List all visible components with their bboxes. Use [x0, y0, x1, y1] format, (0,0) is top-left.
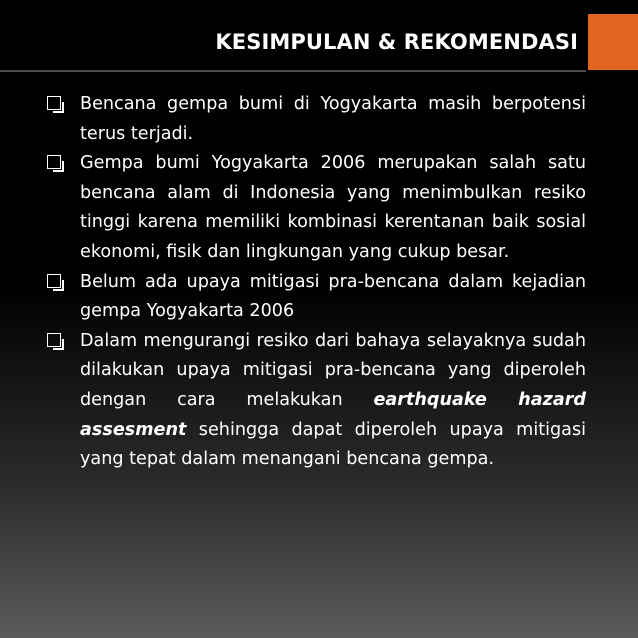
list-item-text: sehingga dapat diperoleh upaya mitigasi yang tepat dalam menangani bencana gempa.	[80, 419, 586, 470]
slide-title: KESIMPULAN & REKOMENDASI	[215, 30, 578, 54]
list-item	[44, 149, 586, 267]
list-item-text: Bencana gempa bumi di Yogyakarta masih berpotensi terus terjadi.	[80, 94, 586, 144]
accent-block	[588, 14, 638, 70]
title-bar	[0, 14, 586, 70]
list-item	[44, 90, 586, 149]
list-item	[44, 268, 586, 327]
checkbox-square-icon	[47, 96, 61, 110]
checkbox-square-icon	[47, 155, 61, 169]
checkbox-square-icon	[47, 274, 61, 288]
list-item-text: Dalam mengurangi resiko dari bahaya selayaknya sudah dilakukan upaya mitigasi pra-bencana yang diperoleh dengan cara melakukan	[80, 330, 586, 410]
list-item-text: Gempa bumi Yogyakarta 2006 merupakan salah satu bencana alam di Indonesia yang menimbulkan resiko tinggi karena memiliki kombinasi kerentanan baik sosial ekonomi, fisik dan lingkungan yang cukup besar.	[80, 153, 586, 262]
bullet-list	[44, 90, 586, 475]
list-item	[44, 327, 586, 475]
list-item-text: Belum ada upaya mitigasi pra-bencana dalam kejadian gempa Yogyakarta 2006	[80, 271, 586, 322]
title-divider	[0, 70, 586, 72]
list-item-emphasis: earthquake hazard assesment	[80, 389, 586, 440]
checkbox-square-icon	[47, 333, 61, 347]
